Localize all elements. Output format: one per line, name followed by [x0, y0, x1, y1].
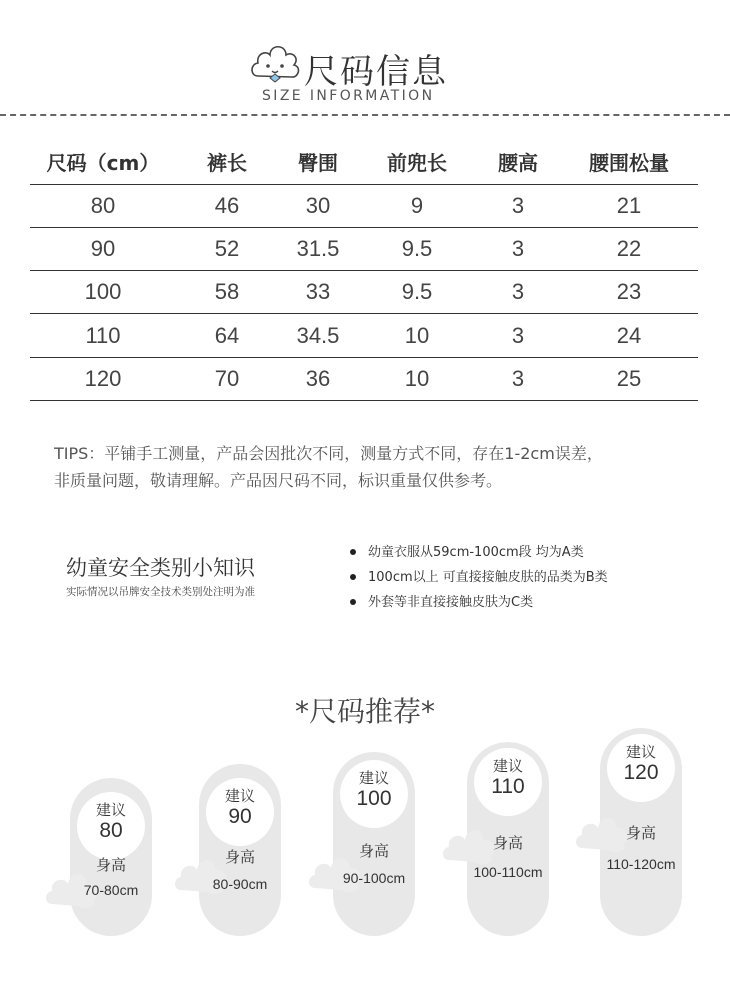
height-range: 110-120cm [606, 856, 676, 872]
table-cell: 23 [560, 271, 698, 314]
table-cell: 24 [560, 314, 698, 357]
dashed-divider [0, 114, 730, 116]
height-label: 身高 [95, 856, 126, 874]
table-cell: 110 [30, 314, 176, 357]
table-cell: 10 [358, 357, 476, 400]
height-range: 70-80cm [83, 882, 139, 898]
table-cell: 70 [176, 357, 278, 400]
column-header: 前兜长 [358, 140, 476, 184]
size-circle [77, 792, 145, 860]
column-header: 腰高 [476, 140, 560, 184]
tips-line: TIPS：平铺手工测量，产品会因批次不同，测量方式不同，存在1-2cm误差， [54, 444, 603, 463]
size-circle [474, 748, 542, 816]
suggest-label: 建议 [224, 787, 255, 805]
safety-title: 幼童安全类别小知识 [66, 556, 255, 580]
table-cell: 3 [476, 314, 560, 357]
list-item: 100cm以上 可直接接触皮肤的品类为B类 [350, 565, 608, 590]
suggest-size: 80 [99, 819, 123, 842]
height-label: 身高 [625, 824, 656, 842]
height-range: 90-100cm [342, 870, 406, 886]
table-cell: 46 [176, 184, 278, 227]
column-header: 臀围 [278, 140, 358, 184]
safety-bullet-list [350, 540, 608, 615]
table-row [30, 314, 698, 357]
size-card-100 [333, 752, 415, 936]
page-title: 尺码信息 [304, 52, 448, 92]
table-cell: 80 [30, 184, 176, 227]
table-cell: 100 [30, 271, 176, 314]
suggest-size: 110 [491, 775, 525, 798]
table-cell: 31.5 [278, 227, 358, 270]
size-table [30, 140, 698, 401]
table-cell: 36 [278, 357, 358, 400]
table-cell: 90 [30, 227, 176, 270]
suggest-label: 建议 [625, 743, 656, 761]
table-cell: 9.5 [358, 271, 476, 314]
table-cell: 9 [358, 184, 476, 227]
table-cell: 33 [278, 271, 358, 314]
table-cell: 21 [560, 184, 698, 227]
table-row [30, 227, 698, 270]
list-item: 幼童衣服从59cm-100cm段 均为A类 [350, 540, 608, 565]
table-cell: 58 [176, 271, 278, 314]
table-cell: 120 [30, 357, 176, 400]
header [0, 0, 730, 120]
recommend-title: *尺码推荐* [294, 695, 435, 728]
list-item: 外套等非直接接触皮肤为C类 [350, 590, 608, 615]
page-subtitle: SIZE INFORMATION [262, 88, 435, 104]
height-label: 身高 [224, 848, 255, 866]
table-cell: 34.5 [278, 314, 358, 357]
suggest-label: 建议 [95, 801, 126, 819]
table-cell: 52 [176, 227, 278, 270]
size-card-120 [600, 728, 682, 936]
cloud-face-logo-icon [248, 36, 302, 88]
size-circle [607, 734, 675, 802]
table-cell: 30 [278, 184, 358, 227]
height-label: 身高 [492, 834, 523, 852]
size-circle [340, 760, 408, 828]
tips-note [54, 440, 704, 494]
height-label: 身高 [358, 842, 389, 860]
suggest-label: 建议 [492, 757, 523, 775]
table-cell: 25 [560, 357, 698, 400]
table-row [30, 271, 698, 314]
table-cell: 3 [476, 271, 560, 314]
table-cell: 3 [476, 227, 560, 270]
column-header: 裤长 [176, 140, 278, 184]
table-row [30, 184, 698, 227]
size-card-90 [199, 764, 281, 936]
suggest-size: 90 [228, 805, 252, 828]
size-circle [206, 778, 274, 846]
suggest-size: 120 [623, 761, 659, 784]
suggest-size: 100 [356, 787, 392, 810]
safety-subtitle: 实际情况以吊牌安全技术类别处注明为准 [66, 586, 255, 598]
height-range: 80-90cm [212, 876, 268, 892]
table-cell: 3 [476, 184, 560, 227]
size-card-80 [70, 778, 152, 936]
size-card-110 [467, 742, 549, 936]
table-cell: 10 [358, 314, 476, 357]
column-header: 腰围松量 [560, 140, 698, 184]
tips-line: 非质量问题，敬请理解。产品因尺码不同，标识重量仅供参考。 [54, 471, 503, 490]
column-header: 尺码（cm） [30, 140, 176, 184]
table-header-row [30, 140, 698, 184]
table-cell: 9.5 [358, 227, 476, 270]
table-row [30, 357, 698, 400]
height-range: 100-110cm [473, 864, 543, 880]
table-cell: 64 [176, 314, 278, 357]
table-cell: 3 [476, 357, 560, 400]
table-cell: 22 [560, 227, 698, 270]
suggest-label: 建议 [358, 769, 389, 787]
